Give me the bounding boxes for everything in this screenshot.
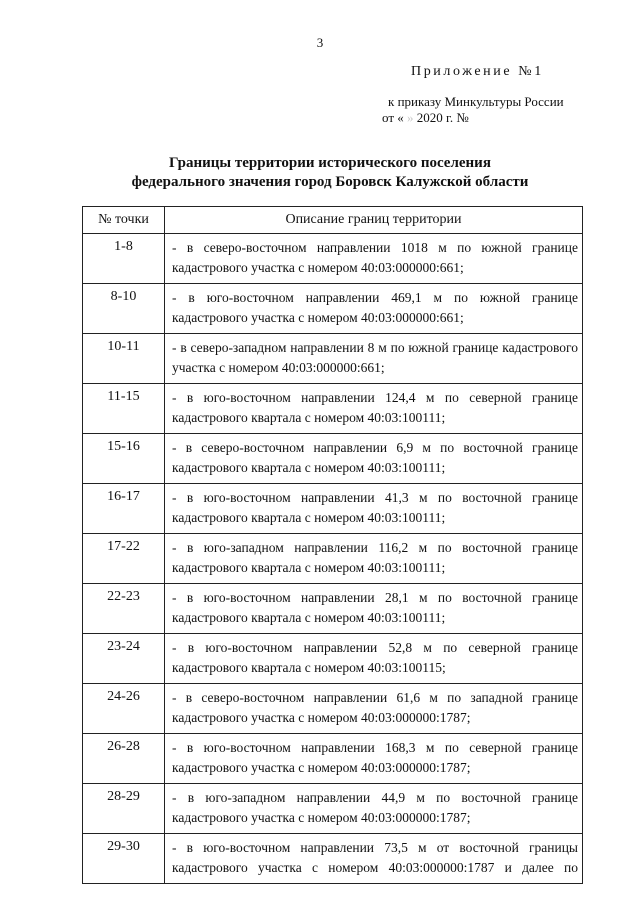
table-row: [83, 334, 583, 384]
description-text: - в юго-восточном направлении 52,8 м по северной границе кадастрового квартала с номером 40:03:100115;: [172, 640, 578, 675]
table-row: [83, 434, 583, 484]
point-column-header: № точки: [83, 207, 165, 234]
boundary-table: [82, 206, 583, 884]
table-row: [83, 484, 583, 534]
point-cell: 1-8: [83, 234, 165, 284]
description-text: - в юго-восточном направлении 469,1 м по южной границе кадастрового участка с номером 40:03:000000:661;: [172, 290, 578, 325]
description-cell: [165, 784, 583, 834]
description-cell: [165, 734, 583, 784]
description-text: - в юго-восточном направлении 168,3 м по северной границе кадастрового участка с номером 40:03:000000:1787;: [172, 740, 578, 775]
appendix-label: Приложение №1: [411, 64, 544, 79]
table-row: [83, 534, 583, 584]
description-text: - в северо-восточном направлении 6,9 м по восточной границе кадастрового квартала с номером 40:03:100111;: [172, 440, 578, 475]
table-row: [83, 634, 583, 684]
document-title: [0, 154, 640, 192]
title-line-1: Границы территории исторического поселения: [169, 155, 491, 171]
description-cell: [165, 584, 583, 634]
description-text: - в юго-западном направлении 116,2 м по восточной границе кадастрового квартала с номером 40:03:100111;: [172, 540, 578, 575]
description-cell: [165, 384, 583, 434]
table-row: [83, 734, 583, 784]
description-cell: [165, 834, 583, 884]
point-cell: 11-15: [83, 384, 165, 434]
point-cell: 24-26: [83, 684, 165, 734]
table-row: [83, 834, 583, 884]
point-cell: 17-22: [83, 534, 165, 584]
description-text: - в юго-западном направлении 44,9 м по восточной границе кадастрового участка с номером 40:03:000000:1787;: [172, 790, 578, 825]
table-row: [83, 784, 583, 834]
description-text: - в юго-восточном направлении 28,1 м по восточной границе кадастрового квартала с номером 40:03:100111;: [172, 590, 578, 625]
description-cell: [165, 484, 583, 534]
description-column-header: Описание границ территории: [165, 207, 583, 234]
description-text: - в юго-восточном направлении 41,3 м по восточной границе кадастрового квартала с номером 40:03:100111;: [172, 490, 578, 525]
description-cell: [165, 534, 583, 584]
order-faded-date: »: [403, 110, 417, 125]
order-reference: к приказу Минкультуры России: [388, 94, 564, 109]
point-cell: 15-16: [83, 434, 165, 484]
table-row: [83, 234, 583, 284]
title-line-2: федерального значения город Боровск Калужской области: [131, 174, 529, 190]
description-cell: [165, 634, 583, 684]
point-cell: 22-23: [83, 584, 165, 634]
point-cell: 16-17: [83, 484, 165, 534]
point-cell: 23-24: [83, 634, 165, 684]
order-prefix: от «: [382, 110, 404, 125]
point-cell: 26-28: [83, 734, 165, 784]
description-cell: [165, 434, 583, 484]
description-cell: [165, 234, 583, 284]
description-text: - в юго-восточном направлении 73,5 м от восточной границы кадастрового участка с номером 40:03:000000:1787 и далее по: [172, 840, 578, 875]
description-cell: [165, 334, 583, 384]
page-number: 3: [316, 35, 324, 50]
table-row: [83, 284, 583, 334]
description-cell: [165, 684, 583, 734]
order-date-number: [382, 110, 469, 126]
point-cell: 8-10: [83, 284, 165, 334]
table-row: [83, 384, 583, 434]
description-text: - в юго-восточном направлении 124,4 м по северной границе кадастрового квартала с номером 40:03:100111;: [172, 390, 578, 425]
table-row: [83, 684, 583, 734]
point-cell: 10-11: [83, 334, 165, 384]
table-header-row: [83, 207, 583, 234]
description-text: - в северо-западном направлении 8 м по южной границе кадастрового участка с номером 40:03:000000:661;: [172, 340, 578, 375]
order-year: 2020 г. №: [416, 110, 469, 125]
description-text: - в северо-восточном направлении 61,6 м по западной границе кадастрового участка с номером 40:03:000000:1787;: [172, 690, 578, 725]
point-cell: 28-29: [83, 784, 165, 834]
point-cell: 29-30: [83, 834, 165, 884]
description-cell: [165, 284, 583, 334]
description-text: - в северо-восточном направлении 1018 м по южной границе кадастрового участка с номером 40:03:000000:661;: [172, 240, 578, 275]
table-row: [83, 584, 583, 634]
